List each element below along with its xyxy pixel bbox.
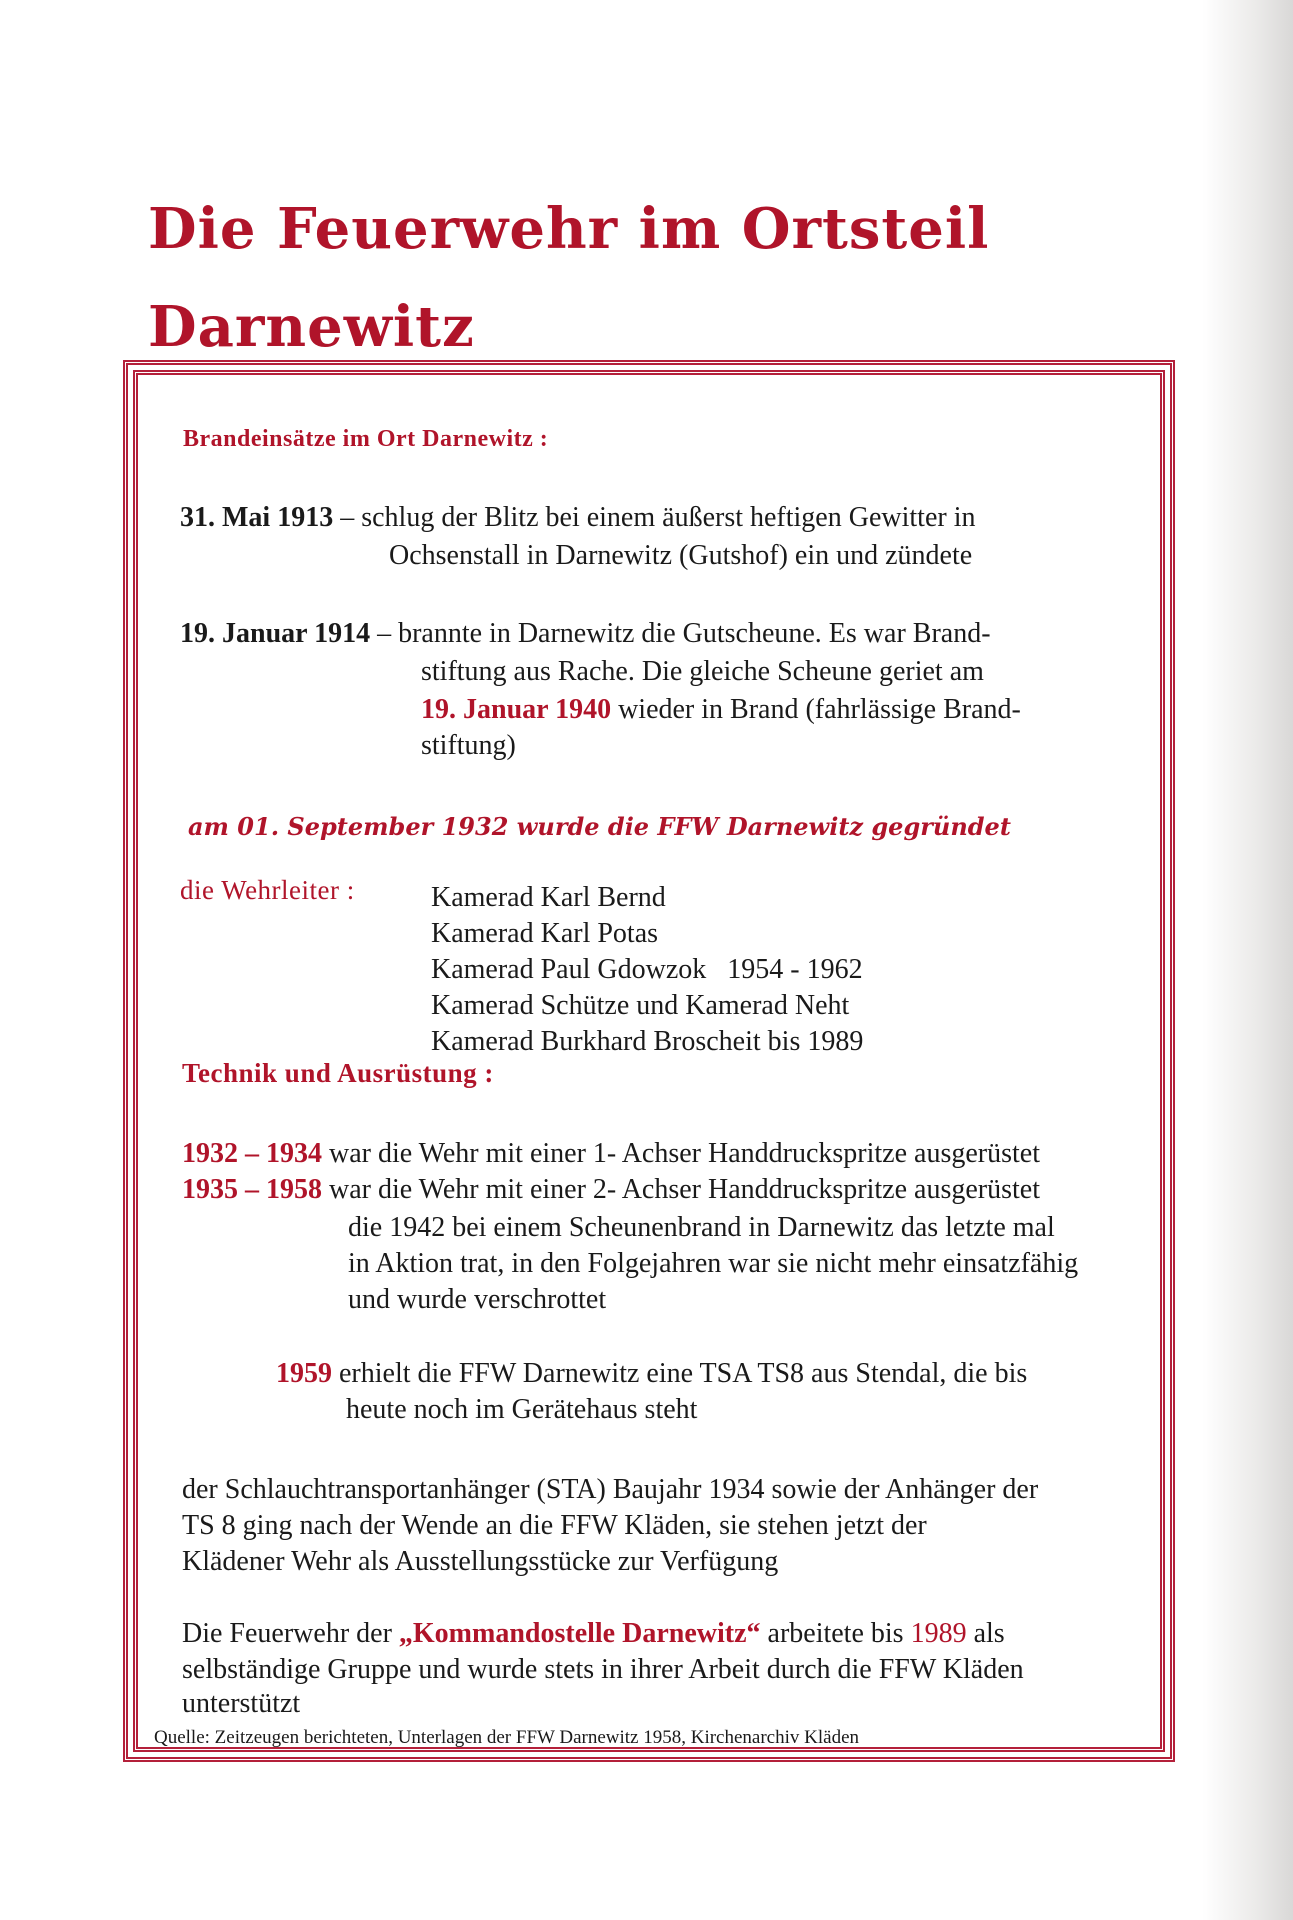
technik-text-1935: war die Wehr mit einer 2- Achser Handdruckspritze ausgerüstet: [329, 1174, 1040, 1205]
technik-years-1932: 1932 – 1934: [182, 1138, 322, 1169]
title-line-1: Die Feuerwehr im Ortsteil: [148, 196, 990, 262]
event-1913-line-1: [180, 500, 975, 536]
closing-line-2: selbständige Gruppe und wurde stets in ihrer Arbeit durch die FFW Kläden: [182, 1654, 1024, 1685]
wehrleiter-item: Kamerad Paul Gdowzok 1954 - 1962: [431, 954, 863, 985]
technik-heading: Technik und Ausrüstung :: [182, 1058, 494, 1088]
wehrleiter-label: die Wehrleiter :: [180, 875, 355, 905]
title-line-2: Darnewitz: [148, 294, 475, 360]
trailer-paragraph: [182, 1472, 1038, 1580]
event-1913-text-1: schlug der Blitz bei einem äußerst heftigen Gewitter in: [361, 502, 976, 533]
closing-line-1: [182, 1616, 1005, 1652]
kommandostelle-highlight: „Kommandostelle Darnewitz“: [398, 1618, 761, 1649]
event-1913-text-2: Ochsenstall in Darnewitz (Gutshof) ein und zündete: [389, 540, 973, 571]
trailer-line: TS 8 ging nach der Wende an die FFW Kläden, sie stehen jetzt der: [182, 1510, 927, 1541]
technik-years-1935: 1935 – 1958: [182, 1174, 322, 1205]
event-1913-date: 31. Mai 1913: [180, 502, 334, 533]
event-1914-date: 19. Januar 1914: [180, 618, 371, 649]
trailer-line: der Schlauchtransportanhänger (STA) Baujahr 1934 sowie der Anhänger der: [182, 1474, 1039, 1505]
event-1914-text-3: wieder in Brand (fahrlässige Brand-: [618, 694, 1021, 725]
event-1914-line-3: [421, 692, 1021, 728]
technik-detail-line: in Aktion trat, in den Folgejahren war sie nicht mehr einsatzfähig: [348, 1248, 1079, 1279]
tsa-text-2: heute noch im Gerätehaus steht: [346, 1394, 698, 1425]
page-title: [148, 180, 1048, 376]
wehrleiter-item: Kamerad Karl Potas: [431, 918, 659, 949]
event-1913-sep: –: [340, 502, 355, 533]
wehrleiter-list: [431, 880, 863, 1060]
technik-entry-1935: [182, 1172, 1040, 1208]
event-1914-text-1: brannte in Darnewitz die Gutscheune. Es war Brand-: [398, 618, 991, 649]
event-1914-text-4: stiftung): [421, 730, 516, 761]
closing-line-3: unterstützt: [182, 1688, 301, 1719]
source-note: Quelle: Zeitzeugen berichteten, Unterlagen der FFW Darnewitz 1958, Kirchenarchiv Kläden: [154, 1727, 860, 1748]
brandeinsaetze-heading: Brandeinsätze im Ort Darnewitz :: [183, 426, 549, 452]
founding-statement: am 01. September 1932 wurde die FFW Darnewitz gegründet: [188, 812, 1011, 841]
closing-post: als: [966, 1618, 1005, 1649]
technik-entry-1932: [182, 1136, 1040, 1172]
closing-mid: arbeitete bis: [760, 1618, 911, 1649]
tsa-text-1: erhielt die FFW Darnewitz eine TSA TS8 aus Stendal, die bis: [339, 1358, 1028, 1389]
wehrleiter-item: Kamerad Karl Bernd: [431, 882, 666, 913]
closing-pre: Die Feuerwehr der: [182, 1618, 399, 1649]
tsa-year: 1959: [276, 1358, 332, 1389]
event-1940-date: 19. Januar 1940: [421, 694, 612, 725]
event-1914-line-1: [180, 616, 991, 652]
technik-1935-details: [348, 1210, 1078, 1318]
wehrleiter-item: Kamerad Burkhard Broscheit bis 1989: [431, 1026, 864, 1057]
wehrleiter-item: Kamerad Schütze und Kamerad Neht: [431, 990, 850, 1021]
technik-detail-line: die 1942 bei einem Scheunenbrand in Darnewitz das letzte mal: [348, 1212, 1055, 1243]
tsa-line-1: [276, 1356, 1027, 1392]
closing-year: 1989: [910, 1618, 967, 1649]
technik-detail-line: und wurde verschrottet: [348, 1284, 607, 1315]
event-1914-text-2: stiftung aus Rache. Die gleiche Scheune geriet am: [421, 656, 984, 687]
event-1914-sep: –: [377, 618, 392, 649]
technik-text-1932: war die Wehr mit einer 1- Achser Handdruckspritze ausgerüstet: [329, 1138, 1040, 1169]
trailer-line: Klädener Wehr als Ausstellungsstücke zur Verfügung: [182, 1546, 779, 1577]
